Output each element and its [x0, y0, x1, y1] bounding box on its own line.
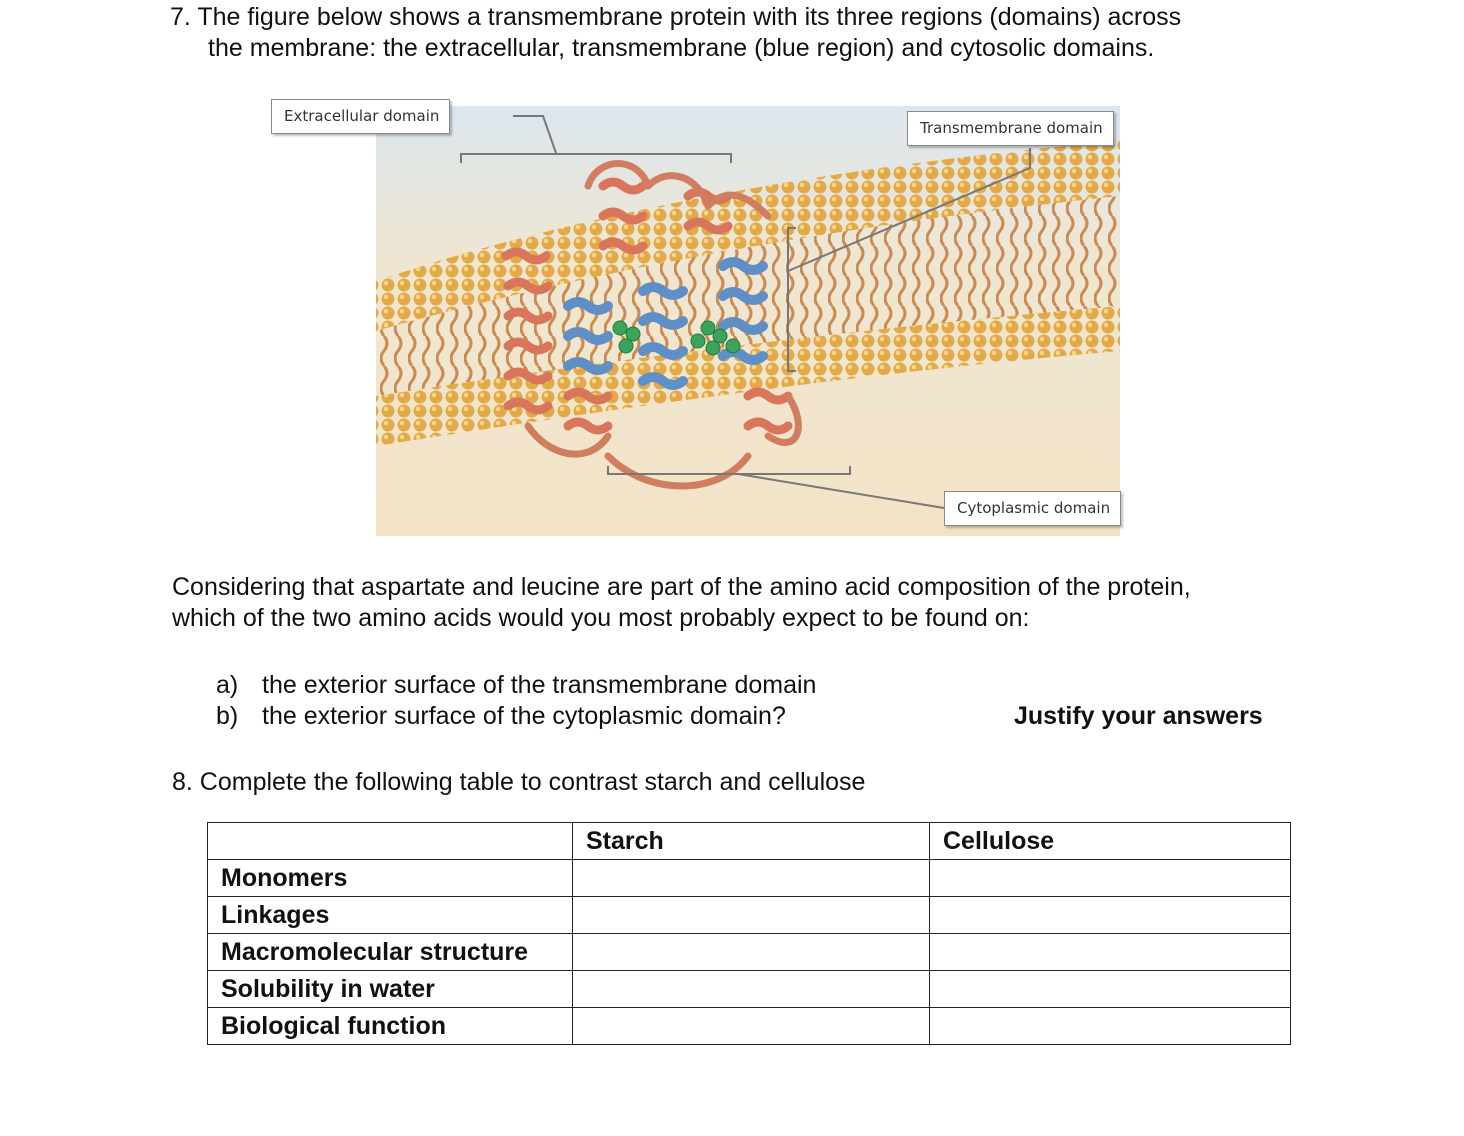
table-row [208, 1008, 1291, 1045]
consider-line-1: Considering that aspartate and leucine are part of the amino acid composition of the protein, [172, 573, 1191, 601]
option-b-text: the exterior surface of the cytoplasmic domain? [262, 702, 786, 730]
table-row [208, 860, 1291, 897]
question-7-line-2: the membrane: the extracellular, transmembrane (blue region) and cytosolic domains. [208, 34, 1155, 62]
row-label-biological-function: Biological function [208, 1008, 573, 1045]
starch-cell[interactable] [573, 971, 930, 1008]
consider-paragraph [172, 572, 1312, 634]
option-b-marker: b) [216, 702, 239, 730]
table-row [208, 897, 1291, 934]
question-7 [170, 2, 1300, 64]
option-a-text: the exterior surface of the transmembrane domain [262, 671, 817, 699]
header-cell-cellulose: Cellulose [930, 823, 1291, 860]
transmembrane-domain-label: Transmembrane domain [907, 111, 1114, 146]
justify-instruction: Justify your answers [1014, 702, 1263, 730]
header-cell-empty [208, 823, 573, 860]
question-8: 8. Complete the following table to contrast starch and cellulose [172, 768, 866, 796]
header-cell-starch: Starch [573, 823, 930, 860]
question-7-number: 7. [170, 3, 191, 31]
extracellular-domain-label: Extracellular domain [271, 99, 450, 134]
question-7-line-1: The figure below shows a transmembrane protein with its three regions (domains) across [197, 3, 1182, 31]
cellulose-cell[interactable] [930, 971, 1291, 1008]
row-label-linkages: Linkages [208, 897, 573, 934]
row-label-solubility-in-water: Solubility in water [208, 971, 573, 1008]
starch-cell[interactable] [573, 897, 930, 934]
option-a [216, 670, 1296, 701]
starch-cell[interactable] [573, 1008, 930, 1045]
table-row [208, 934, 1291, 971]
cellulose-cell[interactable] [930, 897, 1291, 934]
starch-cell[interactable] [573, 934, 930, 971]
table-header-row [208, 823, 1291, 860]
cellulose-cell[interactable] [930, 860, 1291, 897]
cellulose-cell[interactable] [930, 934, 1291, 971]
consider-line-2: which of the two amino acids would you most probably expect to be found on: [172, 604, 1030, 632]
row-label-monomers: Monomers [208, 860, 573, 897]
cellulose-cell[interactable] [930, 1008, 1291, 1045]
option-a-marker: a) [216, 671, 239, 699]
starch-cell[interactable] [573, 860, 930, 897]
cytoplasmic-domain-label: Cytoplasmic domain [944, 491, 1121, 526]
comparison-table [207, 822, 1291, 1045]
membrane-illustration [268, 96, 1194, 541]
row-label-macromolecular-structure: Macromolecular structure [208, 934, 573, 971]
table-row [208, 971, 1291, 1008]
transmembrane-protein-figure [268, 96, 1194, 541]
